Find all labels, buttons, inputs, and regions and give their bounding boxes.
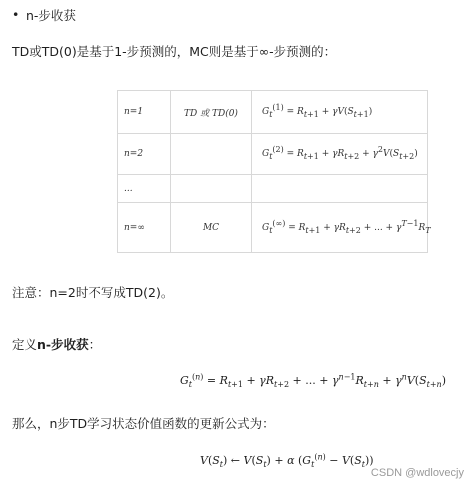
table-row	[118, 91, 428, 134]
table-row	[118, 175, 428, 203]
bullet-icon: •	[12, 7, 20, 22]
definition-suffix: ：	[88, 337, 102, 352]
table-cell-formula	[252, 134, 428, 175]
definition-prefix: 定义	[12, 337, 38, 352]
watermark: CSDN @wdlovecjy	[370, 467, 464, 479]
table-cell-method: MC	[171, 203, 252, 253]
table-cell-formula	[252, 175, 428, 203]
table-cell-formula	[252, 91, 428, 134]
section-heading: n-步收获	[26, 8, 76, 23]
table-cell-formula	[252, 203, 431, 253]
table-cell-method: TD 或 TD(0)	[171, 91, 252, 134]
intro-paragraph: TD或TD(0)是基于1-步预测的，MC则是基于∞-步预测的：	[12, 44, 337, 59]
table-cell-method	[171, 134, 252, 175]
update-paragraph: 那么，n步TD学习状态价值函数的更新公式为：	[12, 416, 275, 431]
definition-term: n-步收获	[37, 337, 89, 352]
formula-td-update: $V(S_t)$ ← $V(S_t) + \alpha$ $(G_t^{(n)} - V(S_t))$	[200, 452, 374, 470]
n-step-table	[117, 90, 431, 253]
table-cell-method	[171, 175, 252, 203]
formula-n1: $G_t^{(1)} = R_{t+1} + \gamma V(S_{t+1})$	[262, 103, 373, 119]
table-row	[118, 203, 428, 253]
table-row	[118, 134, 428, 175]
formula-n-step-return: $G_t^{(n)} = R_{t+1} + \gamma R_{t+2}$ + ... + $\gamma^{n-1}R_{t+n} + \gamma^nV(S_{t+n})$	[180, 372, 446, 390]
table-cell-n: n=2	[118, 134, 171, 175]
definition-paragraph	[12, 337, 101, 353]
table-cell-n: n=1	[118, 91, 171, 134]
table-cell-n: ...	[118, 175, 171, 203]
note-paragraph: 注意：n=2时不写成TD(2)。	[12, 285, 174, 300]
table-cell-n: n=∞	[118, 203, 171, 253]
formula-n-inf: $G_t^{(\infty)} = R_{t+1} + \gamma R_{t+2}$ + ... + $\gamma^{T-1}R_T$	[262, 218, 431, 235]
formula-n2: $G_t^{(2)} = R_{t+1} + \gamma R_{t+2} + \gamma^2V(S_{t+2})$	[262, 145, 418, 161]
